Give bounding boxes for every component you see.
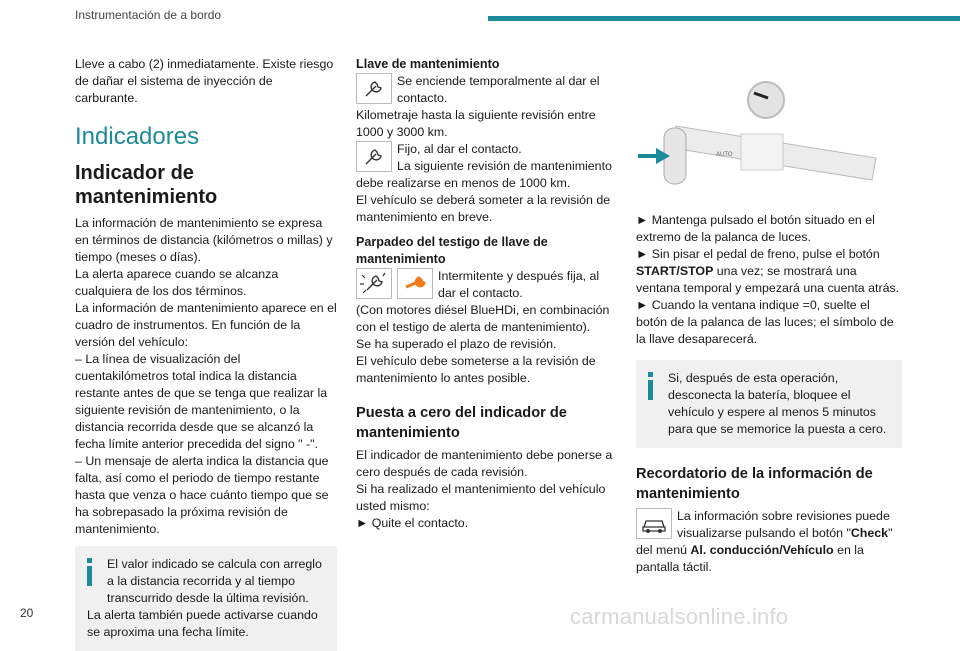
- note-text: La alerta también puede activarse cuando se aproxima una fecha límite.: [87, 608, 318, 639]
- stalk-label: AUTO: [716, 152, 733, 158]
- footer-watermark: carmanualsonline.info: [570, 604, 789, 629]
- car-icon: [636, 508, 672, 539]
- wrench-text: Se enciende temporalmente al dar el contacto.: [397, 74, 600, 105]
- column-1: [75, 56, 337, 651]
- light-stalk-icon: [664, 126, 876, 184]
- column-2: [356, 56, 616, 532]
- paragraph: La información de mantenimiento se expresa en términos de distancia (kilómetros o millas) y tiempo (meses o días).: [75, 216, 333, 264]
- blink-title: Parpadeo del testigo de llave de mantenimiento: [356, 235, 548, 266]
- blink-text: (Con motores diésel BlueHDi, en combinación con el testigo de alerta de mantenimiento).: [356, 303, 610, 334]
- paragraph: La información de mantenimiento aparece en el cuadro de instrumentos. En función de la versión del vehículo:: [75, 301, 337, 349]
- reminder-text: La información sobre revisiones puede visualizarse pulsando el botón "Check" del menú Al. conducción/Vehículo en la pantalla táctil.: [636, 509, 893, 574]
- note-text: El valor indicado se calcula con arreglo a la distancia recorrida y al tiempo transcurrido desde la última revisión.: [107, 557, 322, 605]
- maintenance-indicator-title: Indicador de mantenimiento: [75, 162, 218, 208]
- wrench-text: El vehículo se deberá someter a la revisión de mantenimiento en breve.: [356, 193, 611, 224]
- step-text: ► Mantenga pulsado el botón situado en el extremo de la palanca de luces.: [636, 213, 875, 244]
- wrench-text: Kilometraje hasta la siguiente revisión entre 1000 y 3000 km.: [356, 108, 596, 139]
- page-number: 20: [20, 606, 34, 620]
- paragraph: La alerta aparece cuando se alcanza cualquiera de los dos términos.: [75, 267, 279, 298]
- reset-title: Puesta a cero del indicador de mantenimiento: [356, 405, 567, 441]
- column-3: [636, 212, 902, 576]
- reset-text: El indicador de mantenimiento debe ponerse a cero después de cada revisión.: [356, 448, 613, 479]
- blink-text: Intermitente y después fija, al dar el contacto.: [438, 269, 600, 300]
- light-stalk-illustration: [636, 68, 902, 198]
- info-icon: [87, 558, 92, 588]
- wrench-icon: [356, 73, 392, 104]
- info-note: [75, 546, 337, 651]
- header-accent-bar: [488, 16, 960, 21]
- note-text: Si, después de esta operación, desconecta la batería, bloquee el vehículo y espere al menos 5 minutos para que se memorice la puesta a cero.: [668, 371, 887, 436]
- wrench-blinking-icon: [356, 268, 392, 299]
- info-note: [636, 360, 902, 448]
- info-icon: [648, 372, 653, 402]
- paragraph: – La línea de visualización del cuentakilómetros total indica la distancia restante antes de que se tenga que realizar la siguiente revisión de mantenimiento, o la distancia recorrida desde que se alcanzó la fecha límite anterior precedida del signo " -".: [75, 352, 328, 451]
- wrench-text: Fijo, al dar el contacto.: [397, 142, 522, 156]
- section-title: Indicadores: [75, 123, 200, 150]
- reminder-title: Recordatorio de la información de mantenimiento: [636, 466, 873, 502]
- reset-text: ► Quite el contacto.: [356, 516, 469, 530]
- wrench-icon: [356, 141, 392, 172]
- wrench-text: La siguiente revisión de mantenimiento debe realizarse en menos de 1000 km.: [356, 159, 612, 190]
- wrench-title: Llave de mantenimiento: [356, 57, 500, 71]
- blink-text: Se ha superado el plazo de revisión.: [356, 337, 557, 351]
- reset-text: Si ha realizado el mantenimiento del vehículo usted mismo:: [356, 482, 606, 513]
- paragraph: – Un mensaje de alerta indica la distancia que falta, así como el periodo de tiempo restante hasta que venza o hace cuánto tiempo que se ha sobrepasado la próxima revisión de mantenimiento.: [75, 454, 329, 536]
- step-text: ► Cuando la ventana indique =0, suelte el botón de la palanca de las luces; el símbolo de la llave desaparecerá.: [636, 298, 894, 346]
- blink-text: El vehículo debe someterse a la revisión de mantenimiento lo antes posible.: [356, 354, 596, 385]
- step-text: ► Sin pisar el pedal de freno, pulse el botón START/STOP una vez; se mostrará una ventana temporal y empezará una cuenta atrás.: [636, 247, 900, 295]
- running-header: Instrumentación de a bordo: [75, 8, 222, 22]
- steering-wheel-icon: [748, 82, 784, 118]
- wrench-orange-icon: [397, 268, 433, 299]
- intro-text: Lleve a cabo (2) inmediatamente. Existe riesgo de dañar el sistema de inyección de carburante.: [75, 57, 334, 105]
